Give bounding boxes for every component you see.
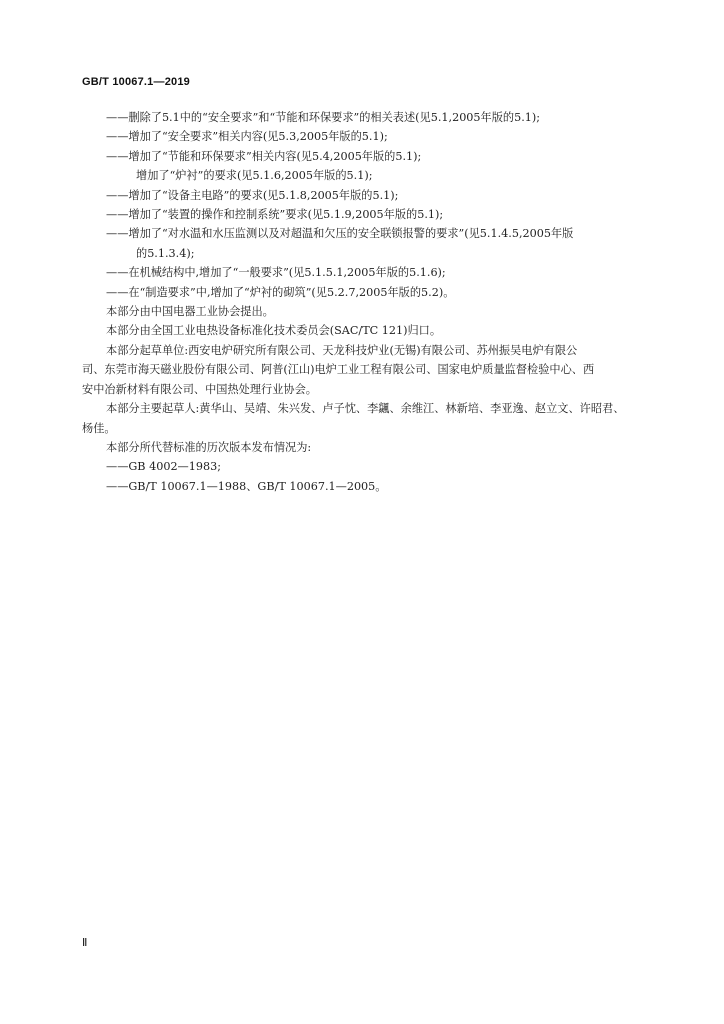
history-item: ——GB/T 10067.1—1988、GB/T 10067.1—2005。 xyxy=(106,479,387,493)
history-item: ——GB 4002—1983; xyxy=(106,460,221,474)
centralized-statement: 本部分由全国工业电热设备标准化技术委员会(SAC/TC 121)归口。 xyxy=(106,324,442,338)
foreword-body xyxy=(82,108,646,496)
drafting-units-line: 司、东莞市海天磁业股份有限公司、阿普(江山)电炉工业工程有限公司、国家电炉质量监督检验中心、西 xyxy=(82,363,595,377)
drafters-line: 本部分主要起草人:黄华山、吴靖、朱兴发、卢子忱、李飊、余维江、林新培、李亚逸、赵立文、许昭君、 xyxy=(106,402,625,416)
drafters-line: 杨佳。 xyxy=(82,421,116,435)
change-item: 增加了“炉衬”的要求(见5.1.6,2005年版的5.1); xyxy=(136,169,373,183)
change-item-continuation: 的5.1.3.4); xyxy=(136,246,195,260)
standard-code: GB/T 10067.1—2019 xyxy=(82,76,190,88)
page-number: Ⅱ xyxy=(82,937,88,949)
change-item: ——在机械结构中,增加了“一般要求”(见5.1.5.1,2005年版的5.1.6); xyxy=(106,266,446,280)
change-item: ——增加了“节能和环保要求”相关内容(见5.4,2005年版的5.1); xyxy=(106,149,422,163)
change-item: ——增加了“装置的操作和控制系统”要求(见5.1.9,2005年版的5.1); xyxy=(106,208,444,222)
change-item: ——在“制造要求”中,增加了“炉衬的砌筑”(见5.2.7,2005年版的5.2)。 xyxy=(106,285,455,299)
drafting-units-line: 本部分起草单位:西安电炉研究所有限公司、天龙科技炉业(无锡)有限公司、苏州振吴电炉有限公 xyxy=(106,343,578,357)
change-item: ——增加了“设备主电路”的要求(见5.1.8,2005年版的5.1); xyxy=(106,188,399,202)
change-item: ——增加了“对水温和水压监测以及对超温和欠压的安全联锁报警的要求”(见5.1.4.5,2005年版 xyxy=(106,227,574,241)
change-item: ——增加了“安全要求”相关内容(见5.3,2005年版的5.1); xyxy=(106,130,388,144)
proposer-statement: 本部分由中国电器工业协会提出。 xyxy=(106,305,274,319)
change-item: ——删除了5.1中的“安全要求”和“节能和环保要求”的相关表述(见5.1,2005年版的5.1); xyxy=(106,111,541,124)
history-title: 本部分所代替标准的历次版本发布情况为: xyxy=(106,440,312,454)
drafting-units-line: 安中冶新材料有限公司、中国热处理行业协会。 xyxy=(82,382,317,396)
